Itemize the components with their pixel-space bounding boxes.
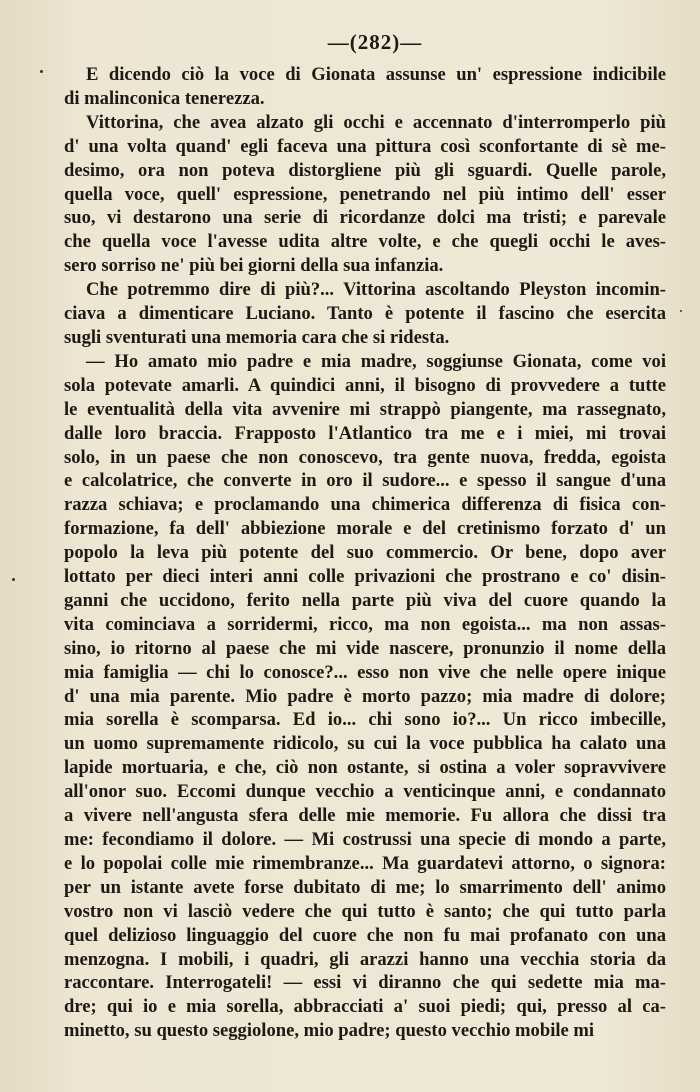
page-number: —(282)— [327, 30, 423, 54]
text-line: suo, vi destarono una serie di ricordanze dolci ma tristi; e parevale [64, 207, 666, 229]
text-line: a vivere nell'angusta sfera delle mie memorie. Fu allora che dissi tra [64, 805, 666, 827]
text-line: razza schiava; e proclamando una chimerica differenza di fisica con- [64, 494, 666, 516]
text-line: popolo la leva più potente del suo commercio. Or bene, dopo aver [64, 542, 666, 564]
paragraph [64, 63, 666, 111]
text-line: solo, in un paese che non conoscevo, tra gente nuova, fredda, egoista [64, 446, 666, 468]
text-line: all'onor suo. Eccomi dunque vecchio a venticinque anni, e condannato [64, 781, 666, 803]
text-line: lottato per dieci interi anni colle privazioni che prostrano e co' disin- [64, 566, 666, 588]
text-line: menzogna. I mobili, i quadri, gli arazzi hanno una vecchia storia da [64, 948, 666, 970]
text-line: vita cominciava a sorridermi, ricco, ma non egoista... ma non assas- [64, 613, 666, 635]
text-line: desimo, ora non poteva distorgliene più gli sguardi. Quelle parole, [64, 159, 666, 181]
text-line: mia sorella è scomparsa. Ed io... chi sono io?... Un ricco imbecille, [64, 709, 666, 731]
text-line: dre; qui io e mia sorella, abbracciati a' suoi piedi; qui, presso al ca- [64, 996, 666, 1018]
print-speck [680, 310, 682, 312]
text-line: Che potremmo dire di più?... Vittorina ascoltando Pleyston incomin- [86, 279, 666, 301]
text-line: sino, io ritorno al paese che mi vide nascere, pronunzio il nome della [64, 637, 666, 659]
text-line: sugli sventurati una memoria cara che si ridesta. [64, 326, 450, 348]
text-line: sero sorriso ne' più bei giorni della sua infanzia. [64, 255, 444, 277]
print-speck [40, 70, 43, 73]
text-line: e lo popolai colle mie rimembranze... Ma guardatevi attorno, o signora: [64, 852, 666, 874]
text-line: lapide mortuaria, e che, ciò non ostante, si ostina a voler sopravvivere [64, 757, 666, 779]
text-line: di malinconica tenerezza. [64, 87, 265, 109]
text-line: vostro non vi lasciò vedere che qui tutto è santo; che qui tutto parla [64, 900, 666, 922]
text-line: E dicendo ciò la voce di Gionata assunse un' espressione indicibile [86, 64, 666, 85]
text-line: formazione, fa dell' abbiezione morale e del cretinismo forzato d' un [64, 518, 666, 540]
paragraph [64, 350, 666, 1043]
text-line: ganni che uccidono, ferito nella parte più viva del cuore quando la [64, 589, 666, 611]
text-line: che quella voce l'avesse udita altre volte, e che quegli occhi le aves- [64, 231, 666, 253]
text-line: sola potevate amarli. A quindici anni, il bisogno di provvedere a tutte [64, 374, 666, 396]
text-line: per un istante avete forse dubitato di me; lo smarrimento dell' animo [64, 876, 666, 898]
text-line: ciava a dimenticare Luciano. Tanto è potente il fascino che esercita [64, 303, 666, 325]
text-line: — Ho amato mio padre e mia madre, soggiunse Gionata, come voi [86, 350, 666, 372]
text-line: un uomo supremamente ridicolo, su cui la voce pubblica ha calato una [64, 733, 666, 755]
text-line: d' una mia parente. Mio padre è morto pazzo; mia madre di dolore; [64, 685, 666, 707]
text-line: quella voce, quell' espressione, penetrando nel più intimo dell' esser [64, 183, 666, 205]
text-line: quel delizioso linguaggio del cuore che non fu mai profanato con una [64, 924, 666, 946]
text-line: e calcolatrice, che converte in oro il sudore... e spesso il sangue d'una [64, 470, 666, 492]
paragraph [64, 111, 666, 278]
text-line: Vittorina, che avea alzato gli occhi e accennato d'interromperlo più [86, 111, 666, 133]
body-text [64, 63, 666, 1043]
text-line: me: fecondiamo il dolore. — Mi costrussi una specie di mondo a parte, [64, 829, 666, 850]
text-line: minetto, su questo seggiolone, mio padre; questo vecchio mobile mi [64, 1020, 595, 1042]
text-line: d' una volta quand' egli faceva una pittura così sconfortante di sè me- [64, 135, 666, 157]
text-line: mia famiglia — chi lo conosce?... esso non vive che nelle opere inique [64, 661, 666, 683]
text-line: dalle loro braccia. Frapposto l'Atlantico tra me e i miei, mi trovai [64, 422, 666, 444]
text-line: le eventualità della vita avvenire mi strappò piangente, ma rassegnato, [64, 398, 666, 420]
text-line: raccontare. Interrogateli! — essi vi diranno che qui sedette mia ma- [64, 972, 666, 994]
print-speck [12, 578, 15, 581]
paragraph [64, 278, 666, 350]
